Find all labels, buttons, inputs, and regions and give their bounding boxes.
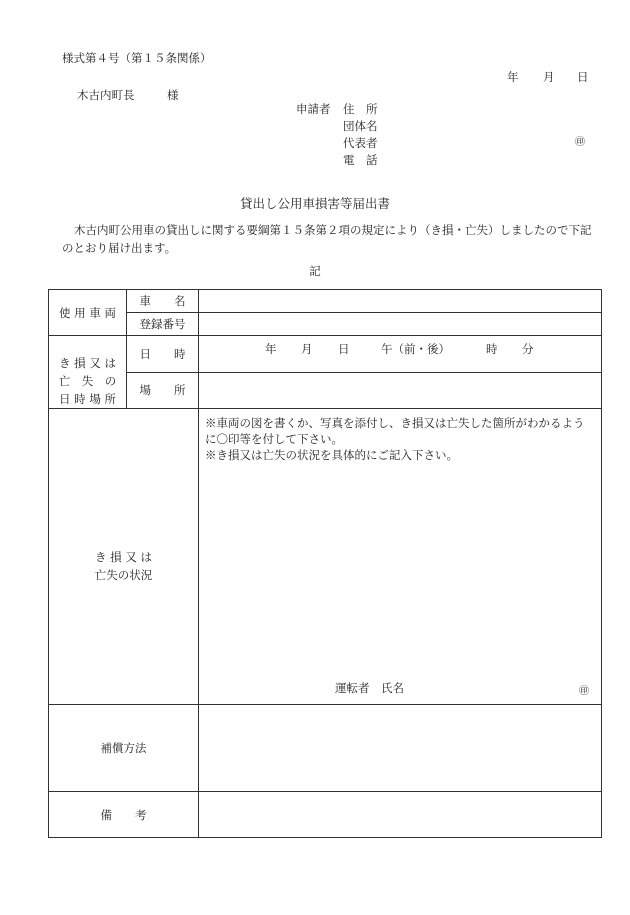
report-table [48, 289, 602, 838]
applicant-org-label: 団体名 [343, 119, 378, 133]
dt-ampm: 午（前・後） [381, 342, 450, 356]
compensation-field[interactable] [199, 705, 602, 792]
addressee-honorific: 様 [167, 88, 179, 102]
driver-name-label: 運転者 氏名 [335, 681, 404, 695]
date-month: 月 [543, 70, 555, 84]
datetime-field[interactable] [199, 336, 602, 373]
remarks-label-cell [49, 792, 199, 838]
car-name-label-cell [127, 290, 199, 313]
car-name-label: 車 名 [139, 294, 186, 308]
status-label-cell [49, 409, 199, 705]
reg-label-cell [127, 313, 199, 336]
applicant-phone-label: 電 話 [343, 153, 378, 167]
compensation-label-cell [49, 705, 199, 792]
dt-month: 月 [301, 342, 313, 356]
applicant-address-label: 住 所 [343, 102, 378, 116]
place-field[interactable] [199, 372, 602, 409]
status-label: き 損 又 は 亡失の状況 [94, 549, 153, 582]
place-label: 場 所 [139, 383, 186, 398]
note-2: ※き損又は亡失の状況を具体的にご記入下さい。 [205, 448, 458, 462]
applicant-label: 申請者 [296, 102, 331, 116]
datetime-label: 日 時 [139, 346, 186, 361]
form-number: 様式第４号（第１５条関係） [62, 51, 212, 65]
dt-day: 日 [338, 342, 350, 356]
car-name-field[interactable] [199, 290, 602, 313]
remarks-field[interactable] [199, 792, 602, 838]
datetime-place-label-cell [49, 336, 127, 409]
addressee: 木古内町長 [77, 88, 135, 102]
vehicle-label-cell [49, 290, 127, 336]
status-field[interactable] [199, 409, 602, 705]
driver-seal-mark: ㊞ [579, 686, 589, 697]
reg-label: 登録番号 [139, 317, 186, 331]
dt-hour: 時 [486, 342, 498, 356]
reg-number-field[interactable] [199, 313, 602, 336]
applicant-rep-label: 代表者 [343, 136, 378, 150]
datetime-label-cell [127, 336, 199, 373]
vehicle-label: 使 用 車 両 [59, 305, 116, 320]
ki-heading: 記 [309, 264, 321, 278]
remarks-label: 備 考 [100, 807, 147, 822]
dt-year: 年 [265, 342, 277, 356]
dt-minute: 分 [522, 342, 534, 356]
place-label-cell [127, 372, 199, 409]
note-1: ※車両の図を書くか、写真を添付し、き損又は亡失した箇所がわかるように〇印等を付して下さい。 [205, 416, 585, 446]
date-day: 日 [577, 70, 589, 84]
compensation-label: 補償方法 [100, 741, 147, 755]
body-text: 木古内町公用車の貸出しに関する要綱第１５条第２項の規定により（き損・亡失）しましたので下記のとおり届け出ます。 [62, 223, 592, 255]
date-year: 年 [507, 70, 519, 84]
applicant-seal-mark: ㊞ [575, 137, 585, 148]
document-title: 貸出し公用車損害等届出書 [239, 196, 390, 211]
datetime-place-label: き 損 又 は 亡 失 の 日 時 場 所 [58, 356, 117, 406]
